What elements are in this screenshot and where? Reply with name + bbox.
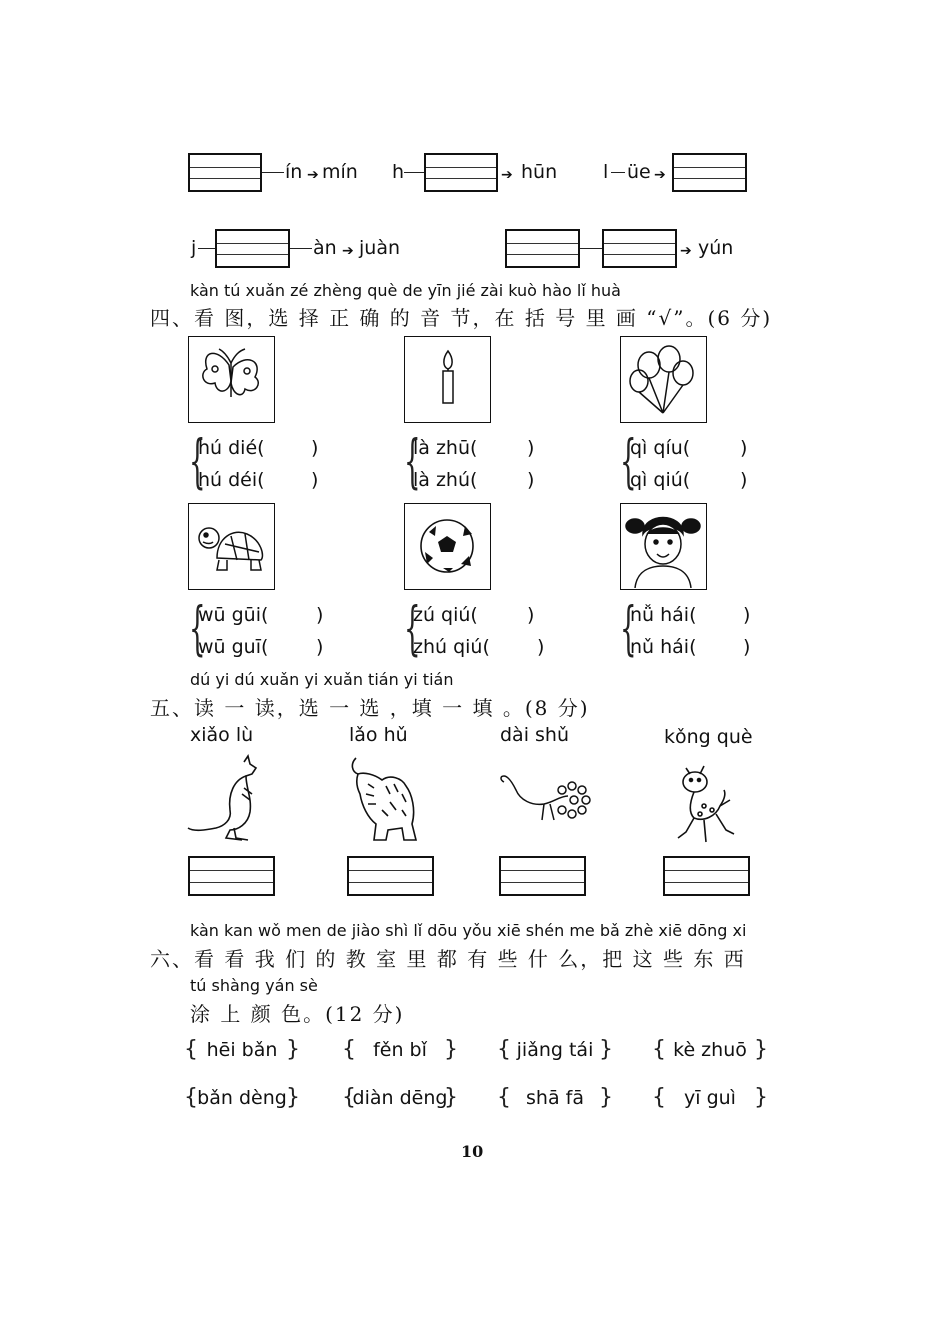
answer-box-4[interactable]: [215, 229, 290, 268]
close-paren: ): [527, 437, 535, 459]
cloud-word-jiang-tai[interactable]: { jiǎng tái }: [499, 1033, 611, 1067]
soccer-picture: [404, 503, 491, 590]
connector-line: [580, 248, 602, 249]
animal-answer-box-4[interactable]: [663, 856, 750, 896]
section5-pinyin: dú yi dú xuǎn yi xuǎn tián yi tián: [190, 670, 454, 689]
girl-picture: [620, 503, 707, 590]
initial-l: l: [603, 161, 609, 183]
initial-j: j: [191, 237, 197, 259]
deer-icon: [664, 760, 744, 848]
result-hun: hūn: [521, 161, 558, 183]
close-paren: ): [527, 469, 535, 491]
option-hu-die[interactable]: hú dié(: [198, 437, 265, 459]
close-paren: ): [316, 636, 324, 658]
close-paren: ): [537, 636, 545, 658]
close-paren: ): [311, 437, 319, 459]
turtle-icon: [189, 504, 273, 588]
connector-line: [198, 248, 215, 249]
final-in: ín: [285, 161, 303, 183]
option-la-zhu-2[interactable]: là zhú(: [413, 469, 478, 491]
tiger-icon: [346, 754, 438, 846]
close-paren: ): [743, 604, 751, 626]
arrow-icon: ➔: [342, 242, 354, 258]
answer-box-5[interactable]: [505, 229, 580, 268]
cloud-word-dian-deng[interactable]: { diàn dēng }: [344, 1081, 456, 1115]
answer-box-1[interactable]: [188, 153, 262, 192]
soccer-ball-icon: [405, 504, 489, 588]
section6-title-2: 涂 上 颜 色。(12 分): [190, 1002, 405, 1026]
butterfly-picture: [188, 336, 275, 423]
brace: {: [404, 427, 421, 495]
balloons-picture: [620, 336, 707, 423]
final-ue: üe: [627, 161, 651, 183]
result-min: mín: [322, 161, 358, 183]
page-number: 10: [461, 1142, 484, 1161]
option-wu-gui-2[interactable]: wū guī(: [198, 636, 269, 658]
peacock-icon: [498, 772, 594, 832]
brace: {: [189, 427, 206, 495]
final-an: àn: [313, 237, 337, 259]
candle-icon: [405, 337, 489, 421]
turtle-picture: [188, 503, 275, 590]
animal-answer-box-1[interactable]: [188, 856, 275, 896]
candle-picture: [404, 336, 491, 423]
section4-title: 四、看 图，选 择 正 确 的 音 节，在 括 号 里 画 “√”。(6 分): [150, 306, 773, 330]
cloud-word-fen-bi[interactable]: { fěn bǐ }: [344, 1033, 456, 1067]
butterfly-icon: [189, 337, 273, 421]
brace: {: [404, 594, 421, 662]
word-lao-hu: lǎo hǔ: [349, 724, 408, 746]
cloud-word-sha-fa[interactable]: { shā fā }: [499, 1081, 611, 1115]
close-paren: ): [740, 437, 748, 459]
cloud-word-ke-zhuo[interactable]: { kè zhuō }: [654, 1033, 766, 1067]
option-la-zhu-1[interactable]: là zhū(: [413, 437, 478, 459]
word-xiao-lu: xiǎo lù: [190, 724, 254, 746]
close-paren: ): [740, 469, 748, 491]
connector-line: [290, 248, 312, 249]
section6-pinyin-2: tú shàng yán sè: [190, 976, 318, 995]
balloons-icon: [621, 337, 705, 421]
arrow-icon: ➔: [680, 242, 692, 258]
option-nv-hai[interactable]: nǚ hái(: [630, 604, 697, 626]
word-kong-que: kǒng què: [664, 726, 753, 748]
animal-answer-box-3[interactable]: [499, 856, 586, 896]
cloud-word-yi-gui[interactable]: { yī guì }: [654, 1081, 766, 1115]
kangaroo-icon: [186, 754, 278, 846]
option-zu-qiu[interactable]: zú qiú(: [413, 604, 478, 626]
option-hu-dei[interactable]: hú déi(: [198, 469, 265, 491]
arrow-icon: ➔: [654, 166, 666, 182]
arrow-icon: ➔: [307, 166, 319, 182]
result-yun: yún: [698, 237, 734, 259]
result-juan: juàn: [359, 237, 401, 259]
animal-answer-box-2[interactable]: [347, 856, 434, 896]
answer-box-3[interactable]: [672, 153, 747, 192]
answer-box-2[interactable]: [424, 153, 498, 192]
initial-h: h: [392, 161, 405, 183]
brace: {: [189, 594, 206, 662]
option-wu-gui-1[interactable]: wū gūi(: [198, 604, 269, 626]
close-paren: ): [311, 469, 319, 491]
close-paren: ): [527, 604, 535, 626]
close-paren: ): [743, 636, 751, 658]
section4-pinyin: kàn tú xuǎn zé zhèng què de yīn jié zài kuò hào lǐ huà: [190, 281, 621, 300]
connector-line: [611, 172, 625, 173]
cloud-word-ban-deng[interactable]: { bǎn dèng }: [186, 1081, 298, 1115]
brace: {: [620, 594, 637, 662]
section6-pinyin-1: kàn kan wǒ men de jiào shì lǐ dōu yǒu xiē shén me bǎ zhè xiē dōng xi: [190, 921, 747, 940]
section6-title-1: 六、看 看 我 们 的 教 室 里 都 有 些 什 么，把 这 些 东 西: [150, 947, 746, 971]
section5-title: 五、读 一 读，选 一 选 ，填 一 填 。(8 分): [150, 696, 590, 720]
option-qi-qiu-1[interactable]: qì qíu(: [630, 437, 691, 459]
girl-icon: [621, 504, 705, 588]
option-nu-hai[interactable]: nǔ hái(: [630, 636, 697, 658]
connector-line: [262, 172, 284, 173]
arrow-icon: ➔: [501, 166, 513, 182]
connector-line: [404, 172, 424, 173]
option-qi-qiu-2[interactable]: qì qiú(: [630, 469, 691, 491]
close-paren: ): [316, 604, 324, 626]
word-dai-shu: dài shǔ: [500, 724, 570, 746]
option-zhu-qiu[interactable]: zhú qiú(: [413, 636, 490, 658]
cloud-word-hei-ban[interactable]: { hēi bǎn }: [186, 1033, 298, 1067]
answer-box-6[interactable]: [602, 229, 677, 268]
brace: {: [620, 427, 637, 495]
